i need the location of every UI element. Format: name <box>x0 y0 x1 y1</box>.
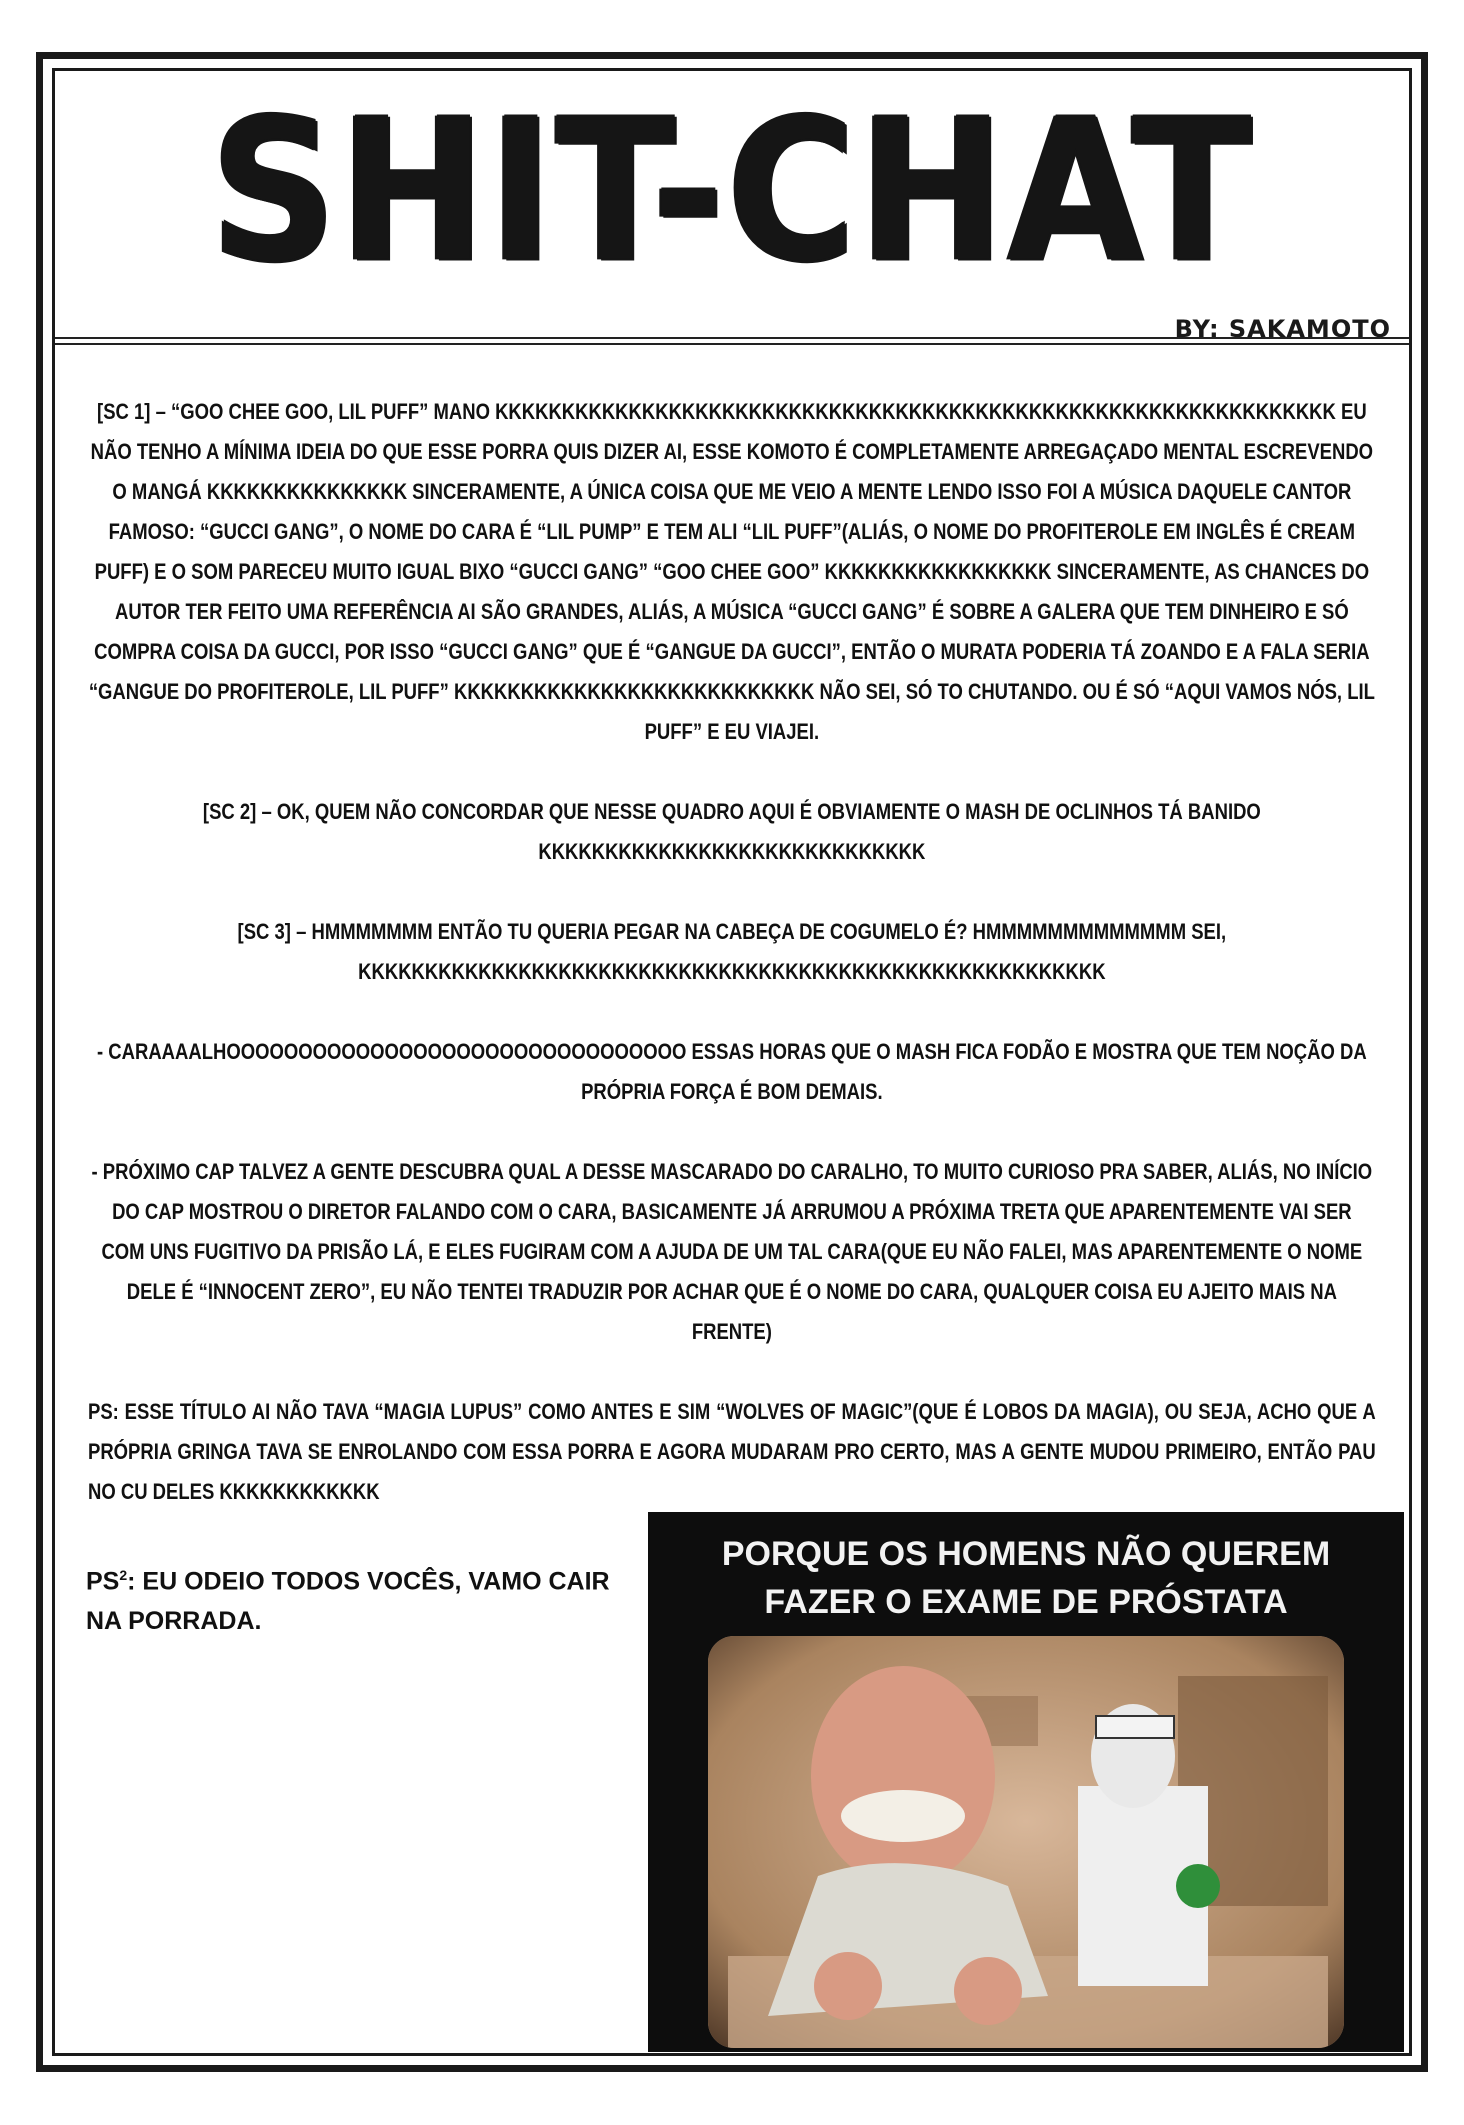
page-title: SHIT-CHAT <box>210 75 1254 306</box>
ps2-text: : EU ODEIO TODOS VOCÊS, VAMO CAIR NA PORRADA. <box>86 1567 610 1636</box>
paragraph-sc3: [SC 3] – HMMMMMMM ENTÃO TU QUERIA PEGAR NA CABEÇA DE COGUMELO É? HMMMMMMMMMMMMM SEI, KKKKKKKKKKKKKKKKKKKKKKKKKKKKKKKKKKKKKKKKKKKKKKKKKKKKKKKK <box>237 919 1227 984</box>
ps2-prefix: PS <box>86 1567 120 1596</box>
meme-caption-line-2: FAZER O EXAME DE PRÓSTATA <box>764 1583 1288 1621</box>
paragraph-mash-strength: - CARAAAALHOOOOOOOOOOOOOOOOOOOOOOOOOOOOOOOO ESSAS HORAS QUE O MASH FICA FODÃO E MOSTRA QUE TEM NOÇÃO DA PRÓPRIA FORÇA É BOM DEMAIS. <box>97 1039 1367 1104</box>
header-divider-top <box>55 337 1409 339</box>
meme-photo <box>708 1636 1344 2048</box>
ps2-superscript: 2 <box>119 1567 128 1583</box>
paragraph-sc1: [SC 1] – “GOO CHEE GOO, LIL PUFF” MANO KKKKKKKKKKKKKKKKKKKKKKKKKKKKKKKKKKKKKKKKKKKKKKKKKKKKKKKKKKKKKKK EU NÃO TENHO A MÍNIMA IDEIA DO QUE ESSE PORRA QUIS DIZER AI, ESSE KOMOTO É COMPLETAMENTE ARREGAÇADO MENTAL ESCREVENDO O MANGÁ KKKKKKKKKKKKKKK SINCERAMENTE, A ÚNICA COISA QUE ME VEIO A MENTE LENDO ISSO FOI A MÚSICA DAQUELE CANTOR FAMOSO: “GUCCI GANG”, O NOME DO CARA É “LIL PUMP” E TEM ALI “LIL PUFF”(ALIÁS, O NOME DO PROFITEROLE EM INGLÊS É CREAM PUFF) E O SOM PARECEU MUITO IGUAL BIXO “GUCCI GANG” “GOO CHEE GOO” KKKKKKKKKKKKKKKKK SINCERAMENTE, AS CHANCES DO AUTOR TER FEITO UMA REFERÊNCIA AI SÃO GRANDES, ALIÁS, A MÚSICA “GUCCI GANG” É SOBRE A GALERA QUE TEM DINHEIRO E SÓ COMPRA COISA DA GUCCI, POR ISSO “GUCCI GANG” QUE É “GANGUE DA GUCCI”, ENTÃO O MURATA PODERIA TÁ ZOANDO E A FALA SERIA “GANGUE DO PROFITEROLE, LIL PUFF” KKKKKKKKKKKKKKKKKKKKKKKKKKK NÃO SEI, SÓ TO CHUTANDO. OU É SÓ “AQUI VAMOS NÓS, LIL PUFF” E EU VIAJEI. <box>88 399 1375 744</box>
paragraph-next-chapter: - PRÓXIMO CAP TALVEZ A GENTE DESCUBRA QUAL A DESSE MASCARADO DO CARALHO, TO MUITO CURIOSO PRA SABER, ALIÁS, NO INÍCIO DO CAP MOSTROU O DIRETOR FALANDO COM O CARA, BASICAMENTE JÁ ARRUMOU A PRÓXIMA TRETA QUE APARENTEMENTE VAI SER COM UNS FUGITIVO DA PRISÃO LÁ, E ELES FUGIRAM COM A AJUDA DE UM TAL CARA(QUE EU NÃO FALEI, MAS APARENTEMENTE O NOME DELE É “INNOCENT ZERO”, EU NÃO TENTEI TRADUZIR POR ACHAR QUE É O NOME DO CARA, QUALQUER COISA EU AJEITO MAIS NA FRENTE) <box>91 1159 1373 1344</box>
meme-image <box>648 1512 1404 2052</box>
ps2-note <box>86 1555 646 1641</box>
author-byline: BY: SAKAMOTO <box>1174 315 1391 343</box>
meme-caption-line-1: PORQUE OS HOMENS NÃO QUEREM <box>721 1535 1331 1573</box>
paragraph-ps: PS: ESSE TÍTULO AI NÃO TAVA “MAGIA LUPUS” COMO ANTES E SIM “WOLVES OF MAGIC”(QUE É LOBOS DA MAGIA), OU SEJA, ACHO QUE A PRÓPRIA GRINGA TAVA SE ENROLANDO COM ESSA PORRA E AGORA MUDARAM PRO CERTO, MAS A GENTE MUDOU PRIMEIRO, ENTÃO PAU NO CU DELES KKKKKKKKKKKK <box>88 1399 1376 1504</box>
meme-caption <box>648 1530 1404 1626</box>
header-divider-bottom <box>55 343 1409 345</box>
commentary-body <box>88 392 1376 1552</box>
page-header <box>55 71 1409 343</box>
paragraph-sc2: [SC 2] – OK, QUEM NÃO CONCORDAR QUE NESSE QUADRO AQUI É OBVIAMENTE O MASH DE OCLINHOS TÁ BANIDO KKKKKKKKKKKKKKKKKKKKKKKKKKKKK <box>202 799 1261 864</box>
meme-photo-illustration <box>708 1636 1344 2048</box>
